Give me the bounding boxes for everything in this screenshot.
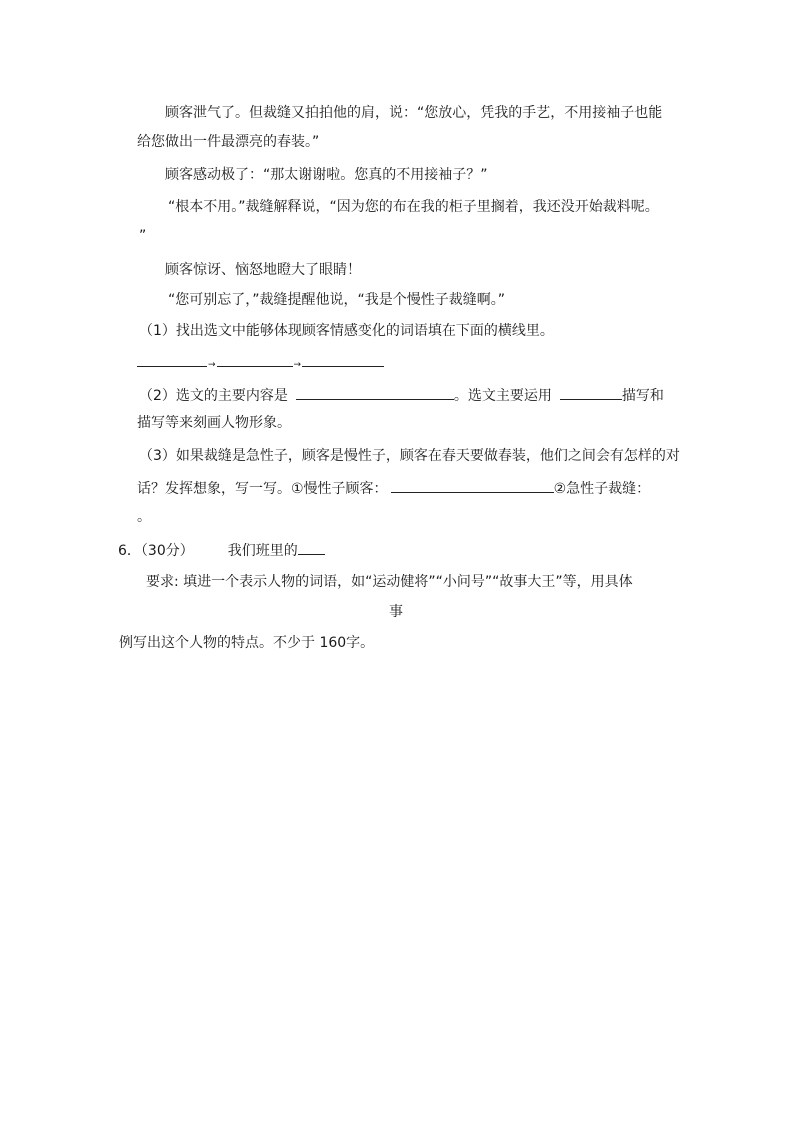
essay-requirement-char: 事 [389, 604, 403, 620]
essay-heading [118, 540, 325, 560]
question-2-line-1 [139, 385, 664, 405]
question-2-text-b: 。选文主要运用 [453, 388, 552, 404]
answer-blank-3[interactable] [302, 352, 384, 367]
answer-blank-1[interactable] [137, 352, 207, 367]
passage-paragraph-3-line-1: “根本不用。”裁缝解释说，“因为您的布在我的柜子里搁着，我还没开始裁料呢。 [168, 199, 659, 215]
question-3-line-3: 。 [137, 509, 151, 525]
passage-paragraph-1-line-1: 顾客泄气了。但裁缝又拍拍他的肩，说：“您放心，凭我的手艺，不用接袖子也能 [165, 105, 663, 121]
answer-blank-main-content[interactable] [296, 385, 454, 400]
essay-requirement-line-2: 例写出这个人物的特点。不少于 160字。 [119, 635, 375, 651]
question-3-line-1: （3）如果裁缝是急性子，顾客是慢性子，顾客在春天要做春装，他们之间会有怎样的对 [139, 448, 680, 464]
essay-number: 6．（30分） [118, 543, 194, 559]
question-1: （1）找出选文中能够体现顾客情感变化的词语填在下面的横线里。 [139, 323, 554, 339]
question-2-line-2: 描写等来刻画人物形象。 [137, 415, 291, 431]
question-3-text-a: 话？发挥想象，写一写。①慢性子顾客： [137, 481, 388, 497]
passage-paragraph-4: 顾客惊讶、恼怒地瞪大了眼睛！ [165, 262, 361, 278]
question-2-text-c: 描写和 [621, 388, 664, 404]
question-2-text-a: （2）选文的主要内容是 [139, 388, 288, 404]
answer-blank-2[interactable] [217, 352, 293, 367]
question-3-line-2 [137, 478, 650, 498]
question-1-answer-row [137, 352, 384, 374]
passage-paragraph-5: “您可别忘了，”裁缝提醒他说，“我是个慢性子裁缝啊。” [168, 292, 506, 308]
question-3-text-b: ②急性子裁缝： [553, 481, 651, 497]
passage-paragraph-1-line-2: 给您做出一件最漂亮的春装。” [137, 134, 320, 150]
arrow-icon: → [208, 360, 216, 370]
essay-title: 我们班里的 [227, 543, 298, 559]
answer-blank-slow-customer[interactable] [391, 478, 554, 493]
arrow-icon: → [293, 360, 302, 370]
essay-title-blank[interactable] [298, 540, 325, 555]
passage-paragraph-2: 顾客感动极了：“那太谢谢啦。您真的不用接袖子？” [165, 167, 488, 183]
passage-paragraph-3-line-2: ” [139, 228, 147, 244]
answer-blank-description-type[interactable] [560, 385, 622, 400]
essay-requirement-line-1: 要求: 填进一个表示人物的词语，如“运动健将”“小问号”“故事大王”等，用具体 [146, 574, 633, 590]
